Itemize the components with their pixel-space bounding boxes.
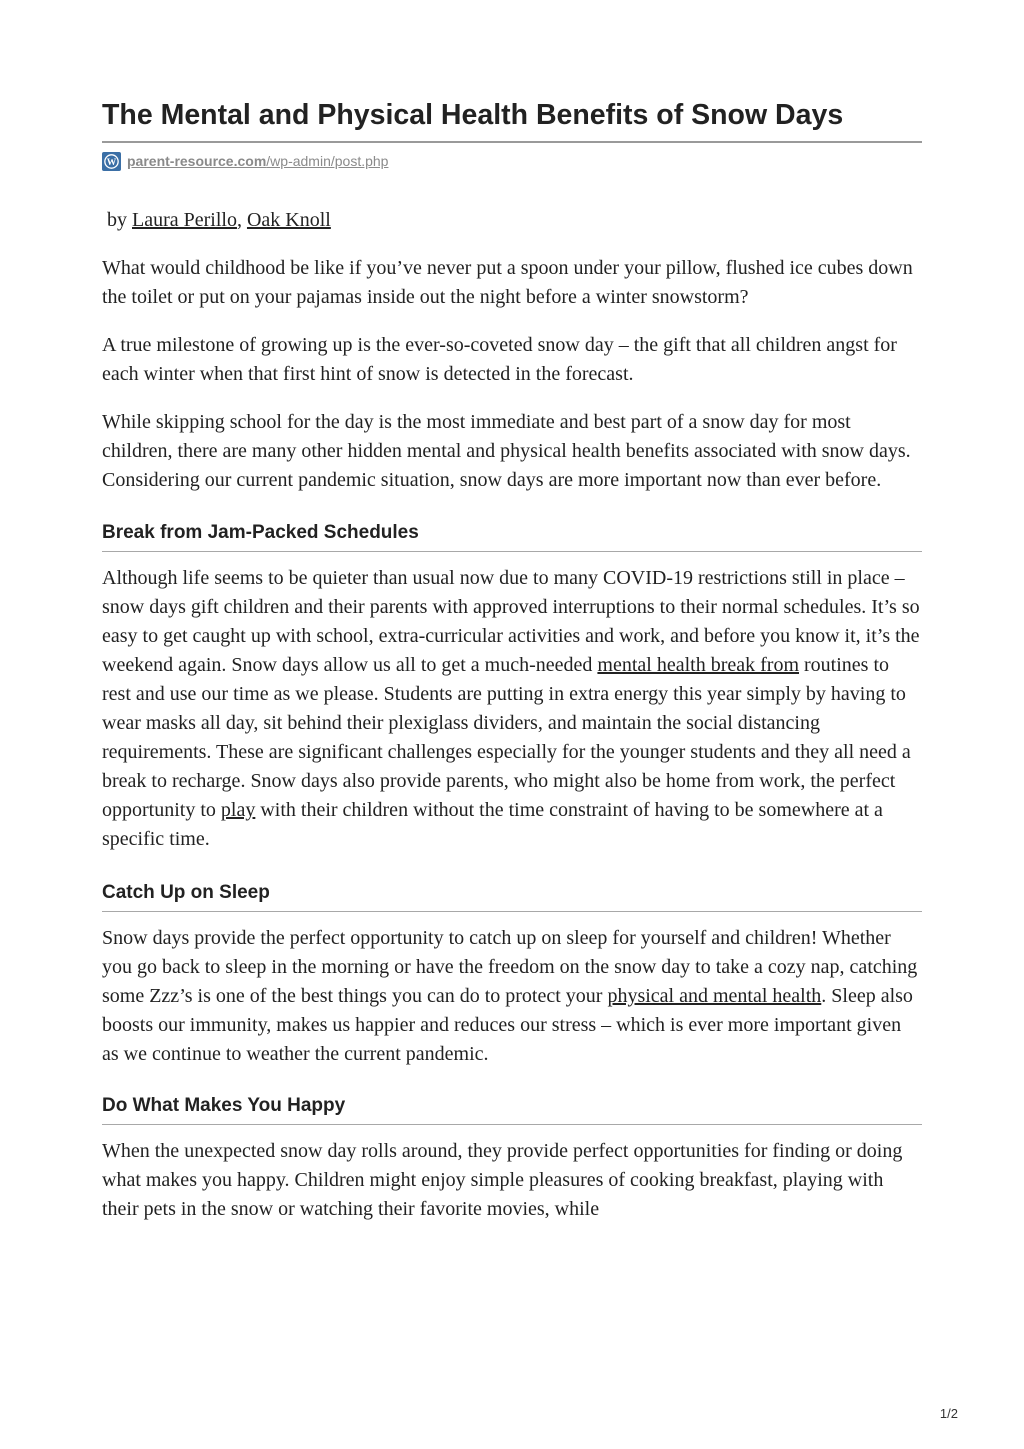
section-heading-happy: Do What Makes You Happy xyxy=(102,1093,922,1125)
source-path: /wp-admin/post.php xyxy=(266,153,389,169)
svg-text:W: W xyxy=(106,157,117,168)
page-title: The Mental and Physical Health Benefits of Snow Days xyxy=(102,96,922,143)
author-link[interactable]: Laura Perillo xyxy=(132,209,237,231)
section-paragraph-sleep xyxy=(102,924,922,1069)
intro-paragraph-3: While skipping school for the day is the most immediate and best part of a snow day for most children, there are many other hidden mental and physical health benefits associated with snow days. Considering our current pandemic situation, snow days are more important now than ever before. xyxy=(102,411,911,491)
section-heading-schedules: Break from Jam-Packed Schedules xyxy=(102,520,922,552)
paragraph-text: Although life seems to be quieter than usual now due to many COVID-19 restrictions still in place – snow days gift children and their parents with approved interruptions to their normal schedules. It’s so easy to get caught up with school, extra-curricular activities and work, and before you know it, it’s the weekend again. Snow days allow us all to get a much-needed xyxy=(102,567,920,676)
byline-separator: , xyxy=(236,209,247,231)
section-paragraph-schedules xyxy=(102,564,922,854)
school-link[interactable]: Oak Knoll xyxy=(246,209,331,231)
byline-prefix: by xyxy=(107,209,132,231)
source-domain: parent-resource.com xyxy=(127,153,267,169)
play-link[interactable]: play xyxy=(220,799,256,821)
intro-paragraph-2: A true milestone of growing up is the ever-so-coveted snow day – the gift that all children angst for each winter when that first hint of snow is detected in the forecast. xyxy=(102,334,897,385)
source-link[interactable] xyxy=(127,153,388,169)
byline xyxy=(102,206,922,235)
physical-mental-health-link[interactable]: physical and mental health xyxy=(607,985,822,1007)
paragraph-text: Snow days provide the perfect opportunity to catch up on sleep for yourself and children! Whether you go back to sleep in the morning or have the freedom on the snow day to take a cozy nap, catching some Zzz’s is one of the best things you can do to protect your xyxy=(102,927,918,1007)
mental-health-break-link[interactable]: mental health break from xyxy=(597,654,800,676)
section-heading-sleep: Catch Up on Sleep xyxy=(102,880,922,912)
section-paragraph-happy: When the unexpected snow day rolls around, they provide perfect opportunities for finding or doing what makes you happy. Children might enjoy simple pleasures of cooking breakfast, playing with their pets in the snow or watching their favorite movies, while xyxy=(102,1140,903,1220)
article xyxy=(102,96,922,1224)
intro-paragraph-1: What would childhood be like if you’ve never put a spoon under your pillow, flushed ice cubes down the toilet or put on your pajamas inside out the night before a winter snowstorm? xyxy=(102,257,913,308)
paragraph-text: . Sleep also boosts our immunity, makes us happier and reduces our stress – which is ever more important given as we continue to weather the current pandemic. xyxy=(102,985,913,1065)
paragraph-text: routines to rest and use our time as we please. Students are putting in extra energy this year simply by having to wear masks all day, sit behind their plexiglass dividers, and maintain the social distancing requirements. These are significant challenges especially for the younger students and they all need a break to recharge. Snow days also provide parents, who might also be home from work, the perfect opportunity to xyxy=(102,654,911,821)
source-line xyxy=(102,151,922,171)
wordpress-icon xyxy=(102,152,121,171)
paragraph-text: with their children without the time constraint of having to be somewhere at a specific time. xyxy=(102,799,883,850)
page-number: 1/2 xyxy=(939,1406,958,1421)
